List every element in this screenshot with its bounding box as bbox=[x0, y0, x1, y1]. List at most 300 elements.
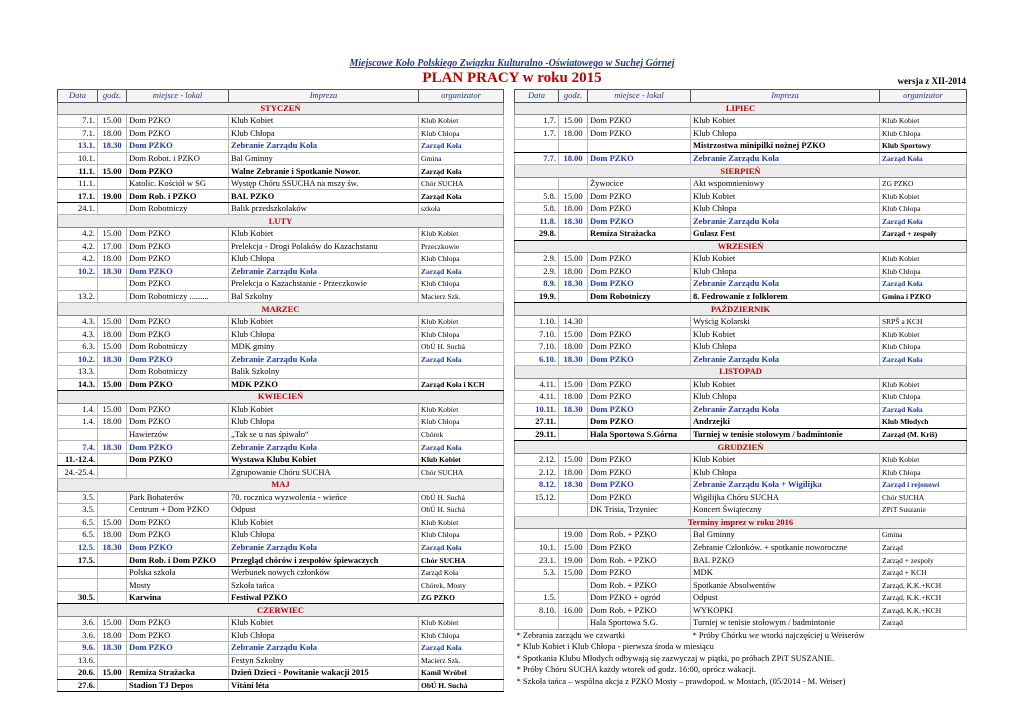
cell-time bbox=[98, 654, 127, 667]
cell-date: 15.12. bbox=[515, 491, 559, 504]
cell-date: 10.1. bbox=[58, 152, 98, 165]
cell-event: Klub Kobiet bbox=[229, 516, 419, 529]
col-data: Data bbox=[515, 90, 559, 103]
cell-event: Klub Kobiet bbox=[691, 453, 880, 466]
cell-date: 19.9. bbox=[515, 290, 559, 303]
cell-place: Dom PZKO bbox=[588, 541, 691, 554]
cell-time bbox=[98, 504, 127, 517]
event-row bbox=[58, 253, 504, 266]
event-row bbox=[58, 328, 504, 341]
event-row bbox=[58, 240, 504, 253]
cell-time: 18.00 bbox=[559, 340, 588, 353]
event-row bbox=[58, 529, 504, 542]
cell-date: 17.5. bbox=[58, 554, 98, 567]
section-label: PAŹDZIERNIK bbox=[515, 303, 967, 316]
cell-organizer: Zarząd Koła bbox=[880, 403, 967, 416]
cell-place: Dom PZKO bbox=[588, 403, 691, 416]
cell-organizer: Klub Chłopa bbox=[880, 466, 967, 479]
cell-date bbox=[515, 529, 559, 542]
cell-place: Dom PZKO bbox=[127, 378, 229, 391]
cell-organizer: Zarząd Koła bbox=[419, 441, 504, 454]
section-label: WRZESIEŃ bbox=[515, 240, 967, 253]
header-row bbox=[515, 90, 967, 103]
note-text: * Klub Kobiet i Klub Chłopa - pierwsza środa w miesiącu bbox=[516, 641, 714, 652]
col-data: Data bbox=[58, 90, 98, 103]
event-row bbox=[515, 340, 967, 353]
cell-event: Wystawa Klubu Kobiet bbox=[229, 453, 419, 466]
cell-event: Klub Chłopa bbox=[691, 391, 880, 404]
cell-date: 11.1. bbox=[58, 177, 98, 190]
event-row bbox=[58, 177, 504, 190]
cell-date: 1.4. bbox=[58, 403, 98, 416]
month-section-row bbox=[58, 604, 504, 617]
association-subtitle: Miejscowe Koło Polskiego Związku Kulturalno -Oświatowego w Suchej Górnej bbox=[349, 58, 675, 69]
cell-time bbox=[98, 579, 127, 592]
cell-place: Dom PZKO bbox=[588, 466, 691, 479]
event-row bbox=[58, 165, 504, 178]
cell-time bbox=[98, 566, 127, 579]
cell-place: Dom PZKO bbox=[127, 278, 229, 291]
cell-event: BAL PZKO bbox=[691, 554, 880, 567]
cell-organizer: Zarząd Koła bbox=[419, 165, 504, 178]
cell-place: Polska szkoła bbox=[127, 566, 229, 579]
cell-time: 18.30 bbox=[98, 642, 127, 655]
event-row bbox=[58, 491, 504, 504]
cell-date: 6.5. bbox=[58, 516, 98, 529]
cell-event: Klub Chłopa bbox=[229, 328, 419, 341]
note-row bbox=[515, 629, 967, 641]
cell-place: Dom Robotniczy bbox=[127, 340, 229, 353]
version-label: wersja z XII-2014 bbox=[897, 76, 966, 86]
section-label: GRUDZIEŃ bbox=[515, 441, 967, 454]
cell-date: 3.5. bbox=[58, 491, 98, 504]
cell-date: 10.2. bbox=[58, 353, 98, 366]
cell-time: 15.00 bbox=[98, 340, 127, 353]
event-row bbox=[515, 504, 967, 517]
month-section-row bbox=[58, 102, 504, 115]
cell-organizer: Klub Kobiet bbox=[419, 228, 504, 241]
cell-time bbox=[559, 591, 588, 604]
cell-organizer bbox=[419, 366, 504, 379]
cell-date: 11.1. bbox=[58, 165, 98, 178]
event-row bbox=[515, 541, 967, 554]
cell-organizer: Chór SUCHA bbox=[880, 491, 967, 504]
event-row bbox=[58, 453, 504, 466]
cell-organizer: szkoła bbox=[419, 202, 504, 215]
cell-event: Akt wspomnieniowy bbox=[691, 177, 880, 190]
cell-place: Dom PZKO bbox=[127, 240, 229, 253]
cell-place bbox=[588, 315, 691, 328]
cell-time: 15.00 bbox=[98, 115, 127, 128]
month-section-row bbox=[515, 303, 967, 316]
left-schedule-table bbox=[57, 89, 504, 692]
cell-organizer: Klub Chłopa bbox=[419, 328, 504, 341]
cell-organizer: Zarząd, K.K.+KCH bbox=[880, 579, 967, 592]
cell-place: Dom PZKO bbox=[588, 453, 691, 466]
cell-event: „Tak se u nas śpiwało“ bbox=[229, 428, 419, 441]
cell-event: Klub Kobiet bbox=[691, 378, 880, 391]
section-label: LUTY bbox=[58, 215, 504, 228]
event-row bbox=[58, 566, 504, 579]
cell-organizer: Klub Chłopa bbox=[419, 629, 504, 642]
cell-time: 18.30 bbox=[559, 215, 588, 228]
event-row bbox=[515, 466, 967, 479]
cell-time bbox=[98, 428, 127, 441]
cell-place: Katolic. Kościół w SG bbox=[127, 177, 229, 190]
cell-place: Dom PZKO bbox=[588, 353, 691, 366]
cell-event: Klub Chłopa bbox=[229, 629, 419, 642]
cell-time: 15.00 bbox=[559, 566, 588, 579]
col-miejsce: miejsce - lokal bbox=[127, 90, 229, 103]
cell-event: Klub Chłopa bbox=[691, 340, 880, 353]
cell-event: Gulasz Fest bbox=[691, 228, 880, 241]
cell-place: Dom PZKO bbox=[127, 140, 229, 153]
cell-place: Dom PZKO bbox=[588, 491, 691, 504]
event-row bbox=[58, 428, 504, 441]
section-label: LIPIEC bbox=[515, 102, 967, 115]
cell-event: Klub Chłopa bbox=[229, 416, 419, 429]
cell-date: 4.2. bbox=[58, 253, 98, 266]
cell-place: Karwina bbox=[127, 591, 229, 604]
cell-event: Wigilijka Chóru SUCHA bbox=[691, 491, 880, 504]
cell-organizer: Klub Kobiet bbox=[880, 378, 967, 391]
cell-date: 4.3. bbox=[58, 315, 98, 328]
cell-place: Dom PZKO bbox=[127, 453, 229, 466]
cell-time bbox=[559, 290, 588, 303]
cell-organizer: Zarząd (M. Kriš) bbox=[880, 428, 967, 441]
cell-time: 18.30 bbox=[98, 441, 127, 454]
cell-date: 1.4. bbox=[58, 416, 98, 429]
event-row bbox=[58, 265, 504, 278]
cell-place: Żywocice bbox=[588, 177, 691, 190]
note-row bbox=[515, 641, 967, 653]
cell-date: 8.9. bbox=[515, 278, 559, 291]
cell-place: Dom PZKO bbox=[588, 152, 691, 165]
cell-event: Klub Chłopa bbox=[229, 253, 419, 266]
cell-event: Klub Chłopa bbox=[691, 466, 880, 479]
cell-place: Remiza Strażacka bbox=[588, 228, 691, 241]
cell-date bbox=[515, 616, 559, 629]
col-impreza: Impreza bbox=[691, 90, 880, 103]
cell-time: 18.30 bbox=[559, 353, 588, 366]
cell-date bbox=[58, 428, 98, 441]
section-label: SIERPIEŃ bbox=[515, 165, 967, 178]
cell-time: 15.00 bbox=[98, 667, 127, 680]
cell-organizer: Klub Chłopa bbox=[880, 202, 967, 215]
cell-organizer: Zarząd Koła bbox=[419, 265, 504, 278]
event-row bbox=[515, 177, 967, 190]
event-row bbox=[515, 278, 967, 291]
cell-place: Dom PZKO bbox=[127, 253, 229, 266]
cell-date: 23.1. bbox=[515, 554, 559, 567]
event-row bbox=[58, 654, 504, 667]
cell-event: Klub Chłopa bbox=[691, 127, 880, 140]
cell-time: 18.30 bbox=[559, 478, 588, 491]
cell-date: 2.12. bbox=[515, 466, 559, 479]
cell-event: MDK bbox=[691, 566, 880, 579]
cell-event: Prelekcja o Kazachstanie - Przeczkowie bbox=[229, 278, 419, 291]
page-title: PLAN PRACY w roku 2015 bbox=[422, 70, 602, 86]
cell-time: 18.30 bbox=[98, 140, 127, 153]
cell-date bbox=[515, 140, 559, 153]
cell-place: Dom PZKO bbox=[127, 165, 229, 178]
event-row bbox=[515, 127, 967, 140]
cell-event: Zgrupowanie Chóru SUCHA bbox=[229, 466, 419, 479]
cell-organizer: Klub Chłopa bbox=[419, 416, 504, 429]
cell-organizer: Zarząd Koła bbox=[419, 190, 504, 203]
col-organizator: organizator bbox=[880, 90, 967, 103]
event-row bbox=[515, 253, 967, 266]
cell-time: 15.00 bbox=[559, 115, 588, 128]
cell-place bbox=[127, 466, 229, 479]
cell-date: 27.11. bbox=[515, 416, 559, 429]
cell-date: 11.-12.4. bbox=[58, 453, 98, 466]
event-row bbox=[515, 566, 967, 579]
cell-place: Dom Rob. + PZKO bbox=[588, 529, 691, 542]
cell-event: Balik przedszkolaków bbox=[229, 202, 419, 215]
cell-place: Dom PZKO bbox=[127, 616, 229, 629]
cell-time bbox=[559, 228, 588, 241]
cell-time: 19.00 bbox=[98, 190, 127, 203]
cell-organizer: Klub Młodych bbox=[880, 416, 967, 429]
cell-event: Występ Chóru SSUCHA na mszy św. bbox=[229, 177, 419, 190]
event-row bbox=[58, 202, 504, 215]
cell-organizer: Zarząd + zespoły bbox=[880, 554, 967, 567]
cell-place: Park Bohaterów bbox=[127, 491, 229, 504]
cell-event: Zebranie Zarządu Koła + Wigilijka bbox=[691, 478, 880, 491]
cell-event: Festyn Szkolny bbox=[229, 654, 419, 667]
cell-organizer: Macierz Szk. bbox=[419, 654, 504, 667]
cell-date: 13.2. bbox=[58, 290, 98, 303]
cell-time bbox=[98, 466, 127, 479]
cell-place: Hala Sportowa S.Górna bbox=[588, 428, 691, 441]
event-row bbox=[58, 679, 504, 692]
cell-place: Dom PZKO bbox=[588, 416, 691, 429]
cell-time bbox=[559, 579, 588, 592]
cell-place: Dom PZKO bbox=[127, 328, 229, 341]
cell-time bbox=[559, 140, 588, 153]
event-row bbox=[515, 265, 967, 278]
cell-event: Andrzejki bbox=[691, 416, 880, 429]
cell-place: Dom PZKO bbox=[588, 202, 691, 215]
cell-date bbox=[515, 579, 559, 592]
cell-time: 18.00 bbox=[98, 253, 127, 266]
cell-organizer: Zarząd Koła bbox=[880, 215, 967, 228]
cell-event: Klub Chłopa bbox=[229, 127, 419, 140]
cell-time: 15.00 bbox=[98, 403, 127, 416]
event-row bbox=[515, 591, 967, 604]
event-row bbox=[58, 228, 504, 241]
event-row bbox=[58, 140, 504, 153]
cell-organizer: Kamil Wróbel bbox=[419, 667, 504, 680]
cell-organizer: Zarząd Koła bbox=[419, 642, 504, 655]
event-row bbox=[58, 642, 504, 655]
cell-time bbox=[559, 428, 588, 441]
cell-place: Dom Rob. + PZKO bbox=[588, 554, 691, 567]
cell-event: Zebranie Zarządu Koła bbox=[229, 441, 419, 454]
cell-organizer: Zarząd Koła bbox=[880, 152, 967, 165]
col-organizator: organizator bbox=[419, 90, 504, 103]
cell-organizer: Klub Sportowy bbox=[880, 140, 967, 153]
cell-date: 5.8. bbox=[515, 190, 559, 203]
cell-date bbox=[58, 579, 98, 592]
cell-event: Klub Chłopa bbox=[691, 265, 880, 278]
cell-date bbox=[515, 504, 559, 517]
event-row bbox=[515, 315, 967, 328]
cell-place: Dom PZKO bbox=[588, 265, 691, 278]
cell-place: Mosty bbox=[127, 579, 229, 592]
cell-date: 1.5. bbox=[515, 591, 559, 604]
cell-time: 18.00 bbox=[559, 202, 588, 215]
month-section-row bbox=[515, 240, 967, 253]
note-text: * Próby Chóru SUCHA każdy wtorek od godz. 16:00, oprócz wakacji. bbox=[516, 664, 757, 675]
cell-place: Dom PZKO bbox=[588, 391, 691, 404]
cell-place: Dom PZKO bbox=[127, 541, 229, 554]
note-text: * Spotkania Klubu Młodych odbywają się zazwyczaj w piątki, po próbach ZPiT SUSZANIE. bbox=[516, 652, 835, 663]
cell-date: 3.6. bbox=[58, 629, 98, 642]
cell-date: 24.-25.4. bbox=[58, 466, 98, 479]
cell-date: 10.11. bbox=[515, 403, 559, 416]
cell-organizer: Klub Kobiet bbox=[880, 453, 967, 466]
cell-time: 15.00 bbox=[98, 378, 127, 391]
cell-organizer: Przeczkowie bbox=[419, 240, 504, 253]
cell-organizer: Klub Kobiet bbox=[419, 516, 504, 529]
cell-organizer: Klub Kobiet bbox=[419, 403, 504, 416]
event-row bbox=[515, 328, 967, 341]
cell-place: Stadion TJ Depos bbox=[127, 679, 229, 692]
event-row bbox=[58, 579, 504, 592]
cell-place: Dom Robotniczy ......... bbox=[127, 290, 229, 303]
cell-time bbox=[98, 202, 127, 215]
cell-organizer: Zarząd Koła bbox=[880, 353, 967, 366]
cell-date: 4.2. bbox=[58, 228, 98, 241]
cell-date: 3.6. bbox=[58, 616, 98, 629]
note-row bbox=[515, 676, 967, 688]
section-label: KWIECIEŃ bbox=[58, 391, 504, 404]
cell-place: Dom PZKO bbox=[588, 566, 691, 579]
cell-organizer: Zarząd + zespoły bbox=[880, 228, 967, 241]
event-row bbox=[515, 579, 967, 592]
event-row bbox=[58, 541, 504, 554]
cell-event: Vítání léta bbox=[229, 679, 419, 692]
cell-date: 7.10. bbox=[515, 328, 559, 341]
cell-time: 18.00 bbox=[98, 328, 127, 341]
event-row bbox=[515, 491, 967, 504]
cell-place: Dom PZKO bbox=[588, 478, 691, 491]
cell-event: Zebranie Zarządu Koła bbox=[691, 278, 880, 291]
cell-organizer: Zarząd, K.K.+KCH bbox=[880, 604, 967, 617]
cell-date: 27.6. bbox=[58, 679, 98, 692]
cell-organizer: Chór SUCHA bbox=[419, 466, 504, 479]
cell-date: 7.7. bbox=[515, 152, 559, 165]
cell-event: Zebranie Członków. + spotkanie noworoczne bbox=[691, 541, 880, 554]
cell-event: Bal Szkolny bbox=[229, 290, 419, 303]
cell-event: Zebranie Zarządu Koła bbox=[691, 403, 880, 416]
cell-event: Zebranie Zarządu Koła bbox=[229, 353, 419, 366]
cell-date: 9.6. bbox=[58, 642, 98, 655]
cell-organizer: Gmina bbox=[880, 529, 967, 542]
cell-place: DK Trisia, Trzyniec bbox=[588, 504, 691, 517]
right-schedule-table bbox=[514, 89, 967, 687]
cell-event: Zebranie Zarządu Koła bbox=[229, 541, 419, 554]
cell-date: 12.5. bbox=[58, 541, 98, 554]
cell-date: 1.7. bbox=[515, 115, 559, 128]
cell-event: Spotkanie Absolwentów bbox=[691, 579, 880, 592]
cell-place: Dom PZKO bbox=[127, 265, 229, 278]
cell-time bbox=[559, 416, 588, 429]
event-row bbox=[515, 190, 967, 203]
cell-event: Klub Kobiet bbox=[691, 115, 880, 128]
cell-organizer: ObÚ H. Suchá bbox=[419, 504, 504, 517]
cell-place: Dom PZKO bbox=[588, 190, 691, 203]
cell-organizer: Klub Kobiet bbox=[419, 616, 504, 629]
section-label: STYCZEŃ bbox=[58, 102, 504, 115]
month-section-row bbox=[58, 391, 504, 404]
cell-time: 15.00 bbox=[559, 190, 588, 203]
cell-date: 4.2. bbox=[58, 240, 98, 253]
cell-time: 15.00 bbox=[98, 516, 127, 529]
cell-place: Hala Sportowa S.G. bbox=[588, 616, 691, 629]
cell-date: 5.3. bbox=[515, 566, 559, 579]
cell-organizer: Klub Kobiet bbox=[880, 115, 967, 128]
cell-organizer: Klub Kobiet bbox=[419, 315, 504, 328]
cell-place: Dom PZKO bbox=[127, 529, 229, 542]
note-row bbox=[515, 664, 967, 676]
cell-place: Dom PZKO bbox=[588, 340, 691, 353]
event-row bbox=[58, 278, 504, 291]
cell-organizer: ZPiT Suszanie bbox=[880, 504, 967, 517]
cell-place: Dom Rob. + PZKO bbox=[588, 604, 691, 617]
cell-organizer: Chór SUCHA bbox=[419, 177, 504, 190]
cell-time: 18.00 bbox=[98, 416, 127, 429]
cell-date: 4.11. bbox=[515, 378, 559, 391]
cell-place: Hawierzów bbox=[127, 428, 229, 441]
event-row bbox=[58, 315, 504, 328]
month-section-row bbox=[515, 366, 967, 379]
cell-event: Zebranie Zarządu Koła bbox=[229, 642, 419, 655]
event-row bbox=[515, 290, 967, 303]
cell-event: Koncert Świąteczny bbox=[691, 504, 880, 517]
cell-time: 15.00 bbox=[559, 541, 588, 554]
cell-time bbox=[98, 278, 127, 291]
cell-time: 18.00 bbox=[559, 152, 588, 165]
cell-event: Odpust bbox=[691, 591, 880, 604]
cell-event: Dzień Dzieci - Powitanie wakacji 2015 bbox=[229, 667, 419, 680]
month-section-row bbox=[515, 165, 967, 178]
cell-date: 13.6. bbox=[58, 654, 98, 667]
cell-place: Dom PZKO bbox=[127, 315, 229, 328]
cell-place: Dom Rob. i PZKO bbox=[127, 190, 229, 203]
cell-date: 1.10. bbox=[515, 315, 559, 328]
cell-organizer: Klub Kobiet bbox=[880, 328, 967, 341]
cell-date: 10.2. bbox=[58, 265, 98, 278]
cell-organizer: ZG PZKO bbox=[419, 591, 504, 604]
cell-place: Dom PZKO bbox=[588, 278, 691, 291]
event-row bbox=[515, 416, 967, 429]
cell-organizer: Klub Kobiet bbox=[419, 115, 504, 128]
cell-place: Dom PZKO bbox=[127, 353, 229, 366]
cell-event: Mistrzostwa minipilki nożnej PZKO bbox=[691, 140, 880, 153]
event-row bbox=[58, 504, 504, 517]
section-label: MAJ bbox=[58, 478, 504, 491]
month-section-row bbox=[58, 215, 504, 228]
cell-time: 18.30 bbox=[98, 541, 127, 554]
cell-organizer: ObÚ H. Suchá bbox=[419, 340, 504, 353]
cell-organizer: Klub Kobiet bbox=[419, 453, 504, 466]
cell-event: Prelekcja - Drogi Polaków do Kazachstanu bbox=[229, 240, 419, 253]
cell-time: 15.00 bbox=[559, 253, 588, 266]
event-row bbox=[515, 353, 967, 366]
